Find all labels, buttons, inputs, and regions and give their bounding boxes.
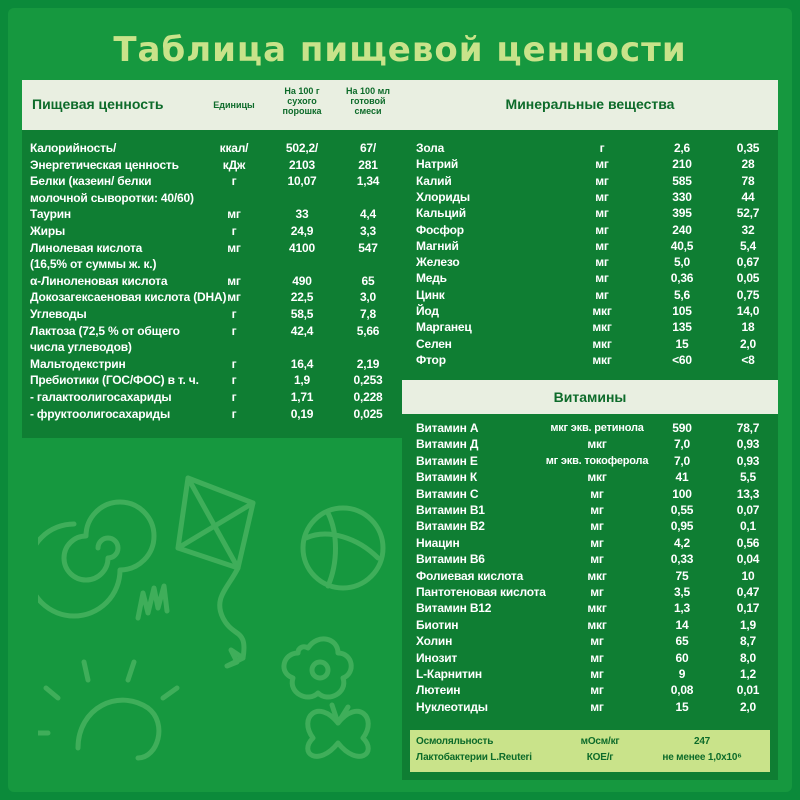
cell-unit: мкг (592, 320, 612, 335)
cell-unit: г (231, 224, 237, 238)
header-per100g: На 100 г сухого порошка (282, 86, 322, 116)
table-row (22, 356, 402, 372)
table-row (402, 270, 778, 286)
cell-v2: 52,7 (736, 206, 760, 221)
cell-v2: 281 (358, 157, 378, 172)
cell-v1: 41 (675, 470, 689, 485)
cell-unit: мкг экв. ретинола (550, 422, 644, 434)
cell-v2: 547 (358, 240, 378, 255)
cell-unit: г (231, 373, 237, 388)
table-row (22, 157, 402, 173)
cell-v2: 14,0 (736, 304, 760, 318)
cell-v1: 2103 (289, 157, 315, 172)
table-row (22, 206, 402, 222)
cell-name: Витамин Е (416, 453, 478, 468)
table-row (402, 156, 778, 172)
cell-unit: мг (590, 519, 604, 534)
cell-name: Натрий (416, 157, 459, 172)
cell-name: Витамин В12 (416, 601, 492, 616)
table-row (402, 469, 778, 485)
cell-unit: мг (590, 585, 604, 599)
cell-v2: 0,93 (736, 437, 760, 452)
cell-unit: г (231, 406, 237, 421)
cell-unit: мкг (587, 617, 607, 632)
footer-rows (410, 734, 770, 770)
cell-v1: 0,33 (670, 552, 694, 567)
cell-unit: мг (590, 699, 604, 714)
footer-cell-name: Лактобактерии L.Reuteri (416, 752, 532, 763)
kite-icon (178, 478, 253, 666)
cell-unit: мг (595, 189, 609, 204)
cell-name: Железо (416, 255, 460, 270)
cell-v1: 585 (672, 173, 692, 188)
table-row (22, 140, 402, 156)
cell-v1: 33 (295, 207, 309, 222)
minerals-header (402, 80, 778, 130)
table-row (22, 256, 402, 272)
cell-v1: 9 (678, 667, 686, 681)
table-row (402, 319, 778, 335)
table-row (402, 189, 778, 205)
cell-v2: 7,8 (359, 307, 377, 321)
table-row (402, 584, 778, 600)
cell-v2: 2,19 (356, 356, 380, 371)
cell-v1: 1,9 (293, 373, 311, 388)
cell-name: Инозит (416, 650, 458, 665)
cell-name: Йод (416, 304, 439, 318)
cell-v2: 0,07 (736, 503, 760, 517)
footer-cell-unit: КОЕ/г (586, 752, 614, 763)
cell-unit: мг (595, 238, 609, 253)
cell-name: - фруктоолигосахариды (30, 406, 170, 421)
table-row (402, 303, 778, 319)
table-row (402, 352, 778, 368)
cell-v2: 8,0 (739, 650, 757, 665)
table-row (402, 254, 778, 270)
cell-unit: мг (590, 486, 604, 501)
cell-v2: 13,3 (736, 486, 760, 501)
table-row (22, 173, 402, 189)
cell-name: Пантотеновая кислота (416, 585, 546, 599)
cell-name: Мальтодекстрин (30, 356, 126, 371)
cell-unit: мг (595, 173, 609, 188)
cell-name: Селен (416, 336, 452, 351)
cell-v1: 2,6 (673, 141, 691, 155)
header-unit: Единицы (213, 100, 255, 110)
table-row (402, 238, 778, 254)
cell-v2: 0,75 (736, 287, 760, 302)
cell-v1: 0,19 (290, 406, 314, 421)
cell-unit: мкг (587, 437, 607, 452)
cell-name: Энергетическая ценность (30, 157, 179, 172)
cell-v1: 40,5 (670, 238, 694, 253)
cell-unit: мг (590, 667, 604, 681)
cell-unit: мг (595, 206, 609, 221)
table-row (402, 699, 778, 715)
cell-unit: мг экв. токоферола (545, 454, 649, 467)
vitamins-header (402, 380, 778, 414)
cell-v1: 240 (672, 222, 692, 237)
cell-unit: мг (590, 535, 604, 550)
cell-v2: 0,01 (736, 683, 760, 698)
cell-v2: 0,56 (736, 535, 760, 550)
table-row (22, 273, 402, 289)
cell-v1: 5,6 (673, 287, 691, 302)
cell-unit: г (231, 174, 237, 189)
cell-v1: 5,0 (673, 255, 691, 270)
cell-v2: 5,4 (739, 238, 757, 253)
minerals-title: Минеральные вещества (505, 96, 675, 112)
cell-unit: г (599, 141, 605, 155)
cell-v2: 5,5 (739, 470, 757, 485)
cell-v1: 75 (675, 568, 689, 583)
cell-unit: мкг (587, 601, 607, 616)
table-row (402, 551, 778, 567)
cell-unit: мг (590, 650, 604, 665)
cell-name: Витамин В1 (416, 503, 485, 517)
table-row (402, 287, 778, 303)
cell-v2: 1,2 (739, 667, 757, 681)
cell-v2: 1,9 (739, 617, 757, 632)
cell-name: Калий (416, 173, 452, 188)
cell-name: Калорийность/ (30, 141, 117, 155)
footer-cell-unit: мОсм/кг (580, 736, 620, 747)
table-row (22, 306, 402, 322)
table-row (402, 633, 778, 649)
footer-cell-name: Осмоляльность (416, 736, 494, 747)
cell-v2: 0,47 (736, 585, 760, 599)
table-row (402, 600, 778, 616)
cell-unit: мг (595, 157, 609, 172)
cell-name: Пребиотики (ГОС/ФОС) в т. ч. (30, 373, 199, 388)
cell-v1: 0,08 (670, 683, 694, 698)
cell-unit: мг (590, 503, 604, 517)
cell-v1: 65 (675, 634, 689, 649)
footer-row (410, 734, 770, 750)
cell-v2: 0,253 (353, 373, 383, 388)
cell-name: Витамин В6 (416, 552, 485, 567)
cell-v1: 15 (675, 336, 689, 351)
cell-v2: 18 (741, 320, 755, 335)
cell-v2: 0,228 (353, 390, 383, 404)
cell-name: Витамин Д (416, 437, 479, 452)
table-row (402, 666, 778, 682)
cell-v1: 210 (672, 157, 692, 172)
cell-v2: 3,0 (359, 290, 377, 305)
table-row (402, 568, 778, 584)
cell-name: Марганец (416, 320, 472, 335)
cell-v2: <8 (741, 352, 755, 367)
cell-name: Докозагексаеновая кислота (DHA) (30, 290, 227, 305)
cell-v1: 330 (672, 189, 692, 204)
table-row (22, 372, 402, 388)
cell-v1: 502,2/ (285, 141, 319, 155)
mineral-rows (402, 140, 778, 374)
cell-name: (16,5% от суммы ж. к.) (30, 257, 157, 272)
table-row (22, 289, 402, 305)
cell-unit: мг (227, 290, 241, 305)
cell-name: Нуклеотиды (416, 699, 488, 714)
table-row (402, 535, 778, 551)
page-title: Таблица пищевой ценности (113, 30, 687, 70)
table-row (402, 173, 778, 189)
cell-v1: 15 (675, 699, 689, 714)
cell-v2: 0,1 (739, 519, 757, 534)
cell-v1: 22,5 (290, 290, 314, 305)
table-row (402, 205, 778, 221)
cell-v1: 4,2 (673, 535, 691, 550)
cell-v1: 14 (675, 617, 689, 632)
footer-cell-value: 247 (693, 736, 711, 747)
cell-name: числа углеводов) (30, 340, 132, 355)
cell-v2: 4,4 (359, 207, 377, 222)
cell-v1: 0,36 (670, 271, 694, 286)
cell-v2: 2,0 (739, 699, 757, 714)
table-row (22, 406, 402, 422)
cell-v1: 590 (672, 421, 692, 435)
cell-v1: 100 (672, 486, 692, 501)
cell-v2: 0,35 (736, 141, 760, 155)
table-row (22, 240, 402, 256)
spiral-icon (38, 502, 154, 616)
cell-name: - галактоолигосахариды (30, 390, 172, 404)
cell-unit: г (231, 323, 237, 338)
cell-v2: 32 (741, 222, 755, 237)
table-row (402, 140, 778, 156)
cell-name: Фолиевая кислота (416, 568, 524, 583)
table-row (402, 453, 778, 469)
cell-v2: 78 (741, 173, 755, 188)
cell-v1: 1,71 (290, 390, 314, 404)
cell-unit: г (231, 307, 237, 321)
cell-v1: 3,5 (673, 585, 691, 599)
cell-unit: мг (595, 287, 609, 302)
cell-v2: 28 (741, 157, 755, 172)
cell-name: Цинк (416, 287, 445, 302)
cell-unit: г (231, 356, 237, 371)
table-row (402, 222, 778, 238)
cell-v1: 135 (672, 320, 692, 335)
footer-box (410, 730, 770, 772)
cell-unit: мкг (587, 470, 607, 485)
cell-v1: 10,07 (287, 174, 317, 189)
cell-name: Витамин К (416, 470, 477, 485)
cell-v2: 0,025 (353, 406, 383, 421)
table-row (22, 339, 402, 355)
nutrition-panel (22, 80, 402, 438)
cell-name: Витамин В2 (416, 519, 485, 534)
nutrition-header (22, 80, 402, 130)
cell-name: α-Линоленовая кислота (30, 273, 168, 288)
cell-v1: 0,55 (670, 503, 694, 517)
cell-name: Витамин С (416, 486, 479, 501)
vitamin-rows (402, 420, 778, 720)
cell-v2: 44 (741, 189, 755, 204)
cell-v2: 0,04 (736, 552, 760, 567)
grass-icon (138, 586, 167, 618)
cell-name: Лютеин (416, 683, 461, 698)
table-row (402, 486, 778, 502)
cell-v1: 4100 (289, 240, 315, 255)
cell-name: Биотин (416, 617, 459, 632)
cell-name: Хлориды (416, 189, 470, 204)
cell-name: Витамин А (416, 421, 479, 435)
table-row (402, 617, 778, 633)
cell-v1: 395 (672, 206, 692, 221)
cell-name: Зола (416, 141, 445, 155)
table-row (402, 650, 778, 666)
table-row (22, 389, 402, 405)
cell-name: Жиры (30, 224, 66, 238)
cell-unit: мг (595, 271, 609, 286)
footer-row (410, 750, 770, 766)
cell-name: Медь (416, 271, 447, 286)
cell-unit: мг (227, 207, 241, 222)
cell-v2: 0,67 (736, 255, 760, 270)
cell-v2: 78,7 (736, 421, 760, 435)
cell-name: молочной сыворотки: 40/60) (30, 190, 194, 205)
header-per100ml: На 100 мл готовой смеси (346, 86, 390, 116)
cell-name: Фосфор (416, 222, 464, 237)
butterfly-icon (308, 705, 368, 756)
cell-v1: 0,95 (670, 519, 694, 534)
cell-unit: мкг (587, 568, 607, 583)
cell-unit: мг (227, 273, 241, 288)
minerals-vitamins-panel (402, 80, 778, 780)
cell-name: Кальций (416, 206, 466, 221)
cell-v2: 0,93 (736, 453, 760, 468)
cell-v1: 7,0 (673, 437, 691, 452)
table-row (22, 223, 402, 239)
cell-v2: 10 (741, 568, 755, 583)
cell-name: Ниацин (416, 535, 460, 550)
ball-icon (303, 508, 383, 588)
cell-name: Линолевая кислота (30, 240, 143, 255)
cell-v1: 16,4 (290, 356, 314, 371)
cell-v2: 5,66 (356, 323, 380, 338)
table-row (402, 420, 778, 436)
cell-v1: 24,9 (290, 224, 314, 238)
cell-name: Лактоза (72,5 % от общего (30, 323, 180, 338)
nutrition-rows (22, 140, 402, 430)
cell-v1: 58,5 (290, 307, 314, 321)
cell-v2: 65 (361, 273, 375, 288)
cell-unit: мкг (592, 304, 612, 318)
cell-unit: мг (227, 240, 241, 255)
cell-name: Углеводы (30, 307, 87, 321)
cell-v1: 7,0 (673, 453, 691, 468)
cell-unit: мг (590, 634, 604, 649)
cell-v1: 1,3 (673, 601, 691, 616)
nutrition-card (8, 8, 792, 792)
cell-v2: 67/ (359, 141, 377, 155)
cell-unit: мг (595, 255, 609, 270)
cell-name: Магний (416, 238, 459, 253)
cell-name: L-Карнитин (416, 667, 482, 681)
cell-unit: мг (590, 683, 604, 698)
cell-v2: 8,7 (739, 634, 757, 649)
decorative-doodles (38, 458, 398, 788)
table-row (402, 436, 778, 452)
cell-unit: мкг (592, 352, 612, 367)
cell-v2: 3,3 (359, 224, 377, 238)
footer-cell-value: не менее 1,0x10⁶ (662, 752, 742, 763)
cell-v1: <60 (672, 352, 692, 367)
table-row (402, 502, 778, 518)
sun-icon (38, 662, 177, 758)
cell-unit: ккал/ (219, 141, 249, 155)
cell-v2: 2,0 (739, 336, 757, 351)
header-name: Пищевая ценность (32, 96, 164, 112)
table-row (402, 682, 778, 698)
vitamins-title: Витамины (553, 389, 627, 405)
cell-unit: кДж (222, 157, 246, 172)
cell-name: Холин (416, 634, 453, 649)
flower-icon (284, 639, 351, 697)
cell-unit: г (231, 390, 237, 404)
table-row (22, 190, 402, 206)
cell-name: Белки (казеин/ белки (30, 174, 152, 189)
cell-unit: мг (590, 552, 604, 567)
cell-unit: мкг (592, 336, 612, 351)
cell-v2: 0,17 (736, 601, 760, 616)
cell-unit: мг (595, 222, 609, 237)
cell-v2: 0,05 (736, 271, 760, 286)
table-row (22, 323, 402, 339)
cell-v1: 60 (675, 650, 689, 665)
cell-v1: 42,4 (290, 323, 314, 338)
cell-v2: 1,34 (356, 174, 380, 189)
cell-v1: 490 (292, 273, 312, 288)
cell-v1: 105 (672, 304, 692, 318)
cell-name: Таурин (30, 207, 71, 222)
cell-name: Фтор (416, 352, 446, 367)
table-row (402, 518, 778, 534)
table-row (402, 336, 778, 352)
